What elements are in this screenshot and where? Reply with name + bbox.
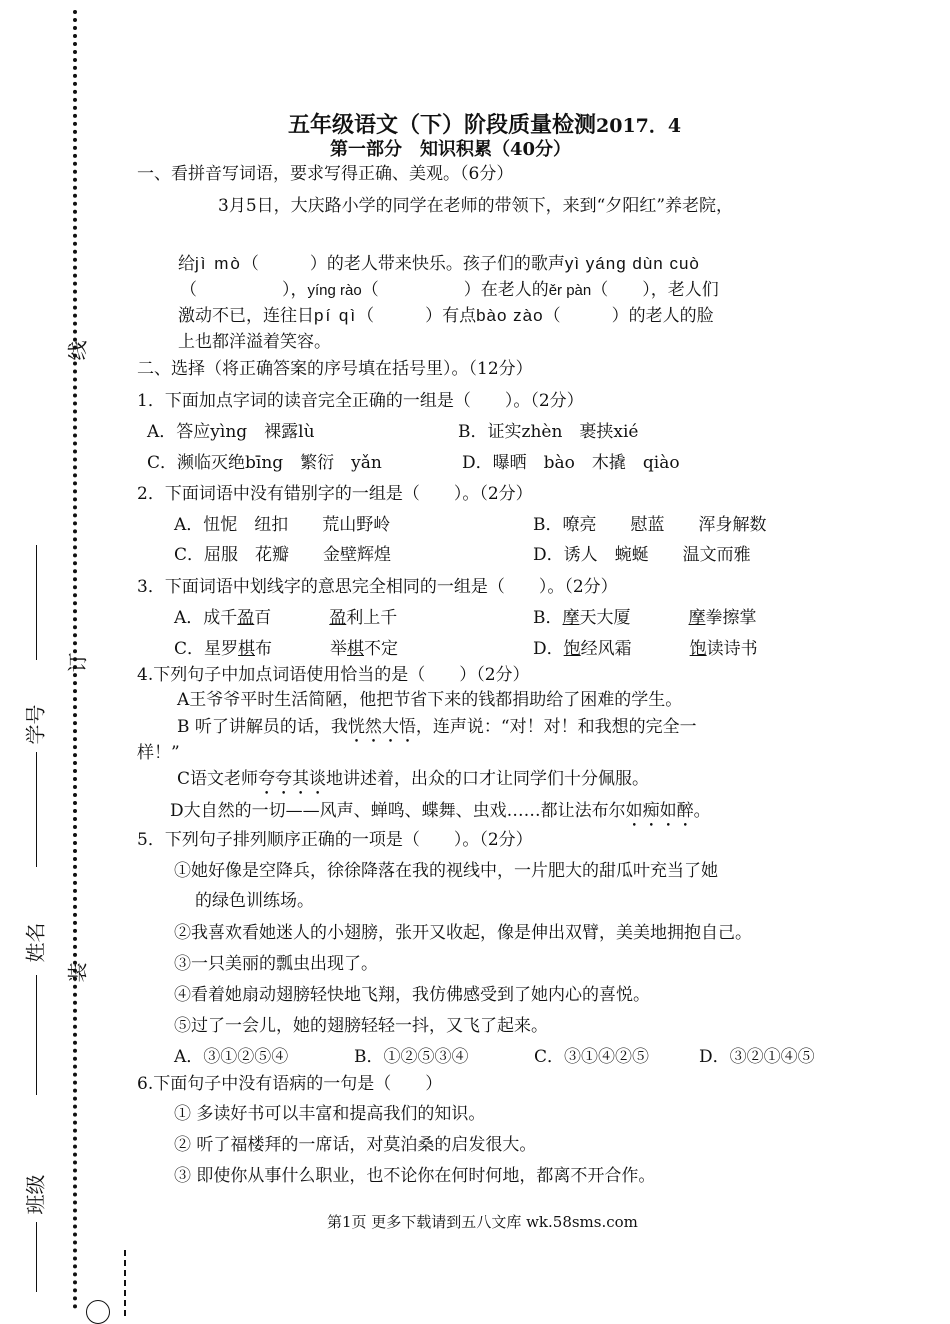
q2-4-option-c: C语文老师夸夸其谈地讲述着，出众的口才让同学们十分佩服。	[177, 769, 650, 789]
q2-heading: 二、选择（将正确答案的序号填在括号里）。（12分）	[137, 359, 533, 379]
name-line	[36, 975, 37, 1095]
q2-4-option-b-cont: 样！”	[137, 743, 180, 763]
q2-6-stem: 6.下面句子中没有语病的一句是（ ）	[137, 1074, 443, 1094]
q2-3-option-b: B．摩天大厦 摩拳擦掌	[533, 608, 757, 628]
q1-line-4: 激动不已，连往日pí qì（ ）有点bào zào（ ）的老人的脸	[178, 306, 714, 326]
page-footer: 第1页 更多下载请到五八文库 wk.58sms.com	[327, 1213, 638, 1231]
q2-2-option-a: A．忸怩 纽扣 荒山野岭	[174, 515, 391, 535]
q2-6-sentence-1: ① 多读好书可以丰富和提高我们的知识。	[174, 1104, 486, 1124]
q2-5-sentence-1-cont: 的绿色训练场。	[195, 891, 314, 911]
q2-5-sentence-2: ②我喜欢看她迷人的小翅膀，张开又收起，像是伸出双臂，美美地拥抱自己。	[174, 923, 752, 943]
margin-label-xian: 线	[65, 340, 90, 361]
student-id-line	[36, 545, 37, 660]
exam-date: 2017．4	[596, 115, 682, 137]
q2-3-option-d: D．饱经风霜 饱读诗书	[533, 639, 758, 659]
q1-line-3: （ ），yíng rào（ ）在老人的ěr pàn（ ），老人们	[180, 280, 719, 300]
q2-4-option-a: A王爷爷平时生活简陋，他把节省下来的钱都捐助给了困难的学生。	[177, 690, 683, 710]
q2-6-sentence-3: ③ 即使你从事什么职业，也不论你在何时何地，都离不开合作。	[174, 1166, 656, 1186]
q2-6-sentence-2: ② 听了福楼拜的一席话，对莫泊桑的启发很大。	[174, 1135, 537, 1155]
q2-2-stem: 2．下面词语中没有错别字的一组是（ ）。（2分）	[137, 484, 533, 504]
part-one-heading: 第一部分 知识积累（40分）	[330, 139, 572, 160]
q2-5-sentence-1: ①她好像是空降兵，徐徐降落在我的视线中，一片肥大的甜瓜叶充当了她	[174, 861, 718, 881]
q2-3-option-c: C．星罗棋布 举棋不定	[174, 639, 399, 659]
q2-5-option-b: B．①②⑤③④	[354, 1047, 469, 1067]
q2-5-sentence-4: ④看着她扇动翅膀轻快地飞翔，我仿佛感受到了她内心的喜悦。	[174, 985, 650, 1005]
q1-heading: 一、看拼音写词语，要求写得正确、美观。（6分）	[137, 164, 514, 184]
q1-line-1: 3月5日，大庆路小学的同学在老师的带领下，来到“夕阳红”养老院，	[218, 196, 734, 216]
class-label: 班级	[23, 1174, 48, 1215]
q2-5-option-a: A．③①②⑤④	[174, 1047, 289, 1067]
q2-4-option-b: B 听了讲解员的话，我恍然大悟，连声说：“对！对！和我想的完全一	[177, 717, 697, 737]
pinyin-yingrao: yíng rào	[307, 282, 362, 299]
q1-line-5: 上也都洋溢着笑容。	[178, 332, 331, 352]
q2-3-option-a: A．成千盈百 盈利上千	[174, 608, 398, 628]
q2-1-stem: 1．下面加点字词的读音完全正确的一组是（ ）。（2分）	[137, 391, 584, 411]
margin-circle-mark	[86, 1300, 110, 1324]
q2-5-sentence-5: ⑤过了一会儿，她的翅膀轻轻一抖，又飞了起来。	[174, 1016, 548, 1036]
q2-1-option-a: A．答应yìng 裸露lù	[147, 422, 315, 442]
q2-4-stem: 4.下列句子中加点词语使用恰当的是（ ）（2分）	[137, 665, 530, 685]
class-line	[36, 1222, 37, 1292]
pinyin-yiyangdunc: yì yáng dùn cuò	[564, 254, 700, 273]
pinyin-piqi: pí qì	[314, 306, 358, 325]
q2-2-option-d: D．诱人 蜿蜒 温文而雅	[533, 545, 751, 565]
q2-3-stem: 3．下面词语中划线字的意思完全相同的一组是（ ）。（2分）	[137, 577, 618, 597]
q2-1-option-b: B．证实zhèn 裹挟xié	[458, 422, 639, 442]
margin-label-ding: 订	[65, 652, 90, 673]
q2-1-option-d: D．曝晒 bào 木撬 qiào	[462, 453, 680, 473]
binding-dashed-line	[124, 1250, 126, 1316]
pinyin-jimo: jì mò	[195, 254, 242, 273]
margin-label-zhuang: 装	[65, 962, 90, 983]
q2-4-option-d: D大自然的一切——风声、蝉鸣、蝶舞、虫戏……都让法布尔如痴如醉。	[170, 801, 711, 821]
q2-5-option-c: C．③①④②⑤	[534, 1047, 650, 1067]
q2-5-option-d: D．③②①④⑤	[699, 1047, 815, 1067]
q2-5-stem: 5．下列句子排列顺序正确的一项是（ ）。（2分）	[137, 830, 533, 850]
q2-2-option-c: C．屈服 花瓣 金壁辉煌	[174, 545, 392, 565]
pinyin-baozao: bào zào	[476, 306, 544, 325]
page-title: 五年级语文（下）阶段质量检测2017．4	[288, 112, 682, 138]
student-id-label: 学号	[23, 704, 48, 745]
name-label: 姓名	[23, 922, 48, 963]
q1-line-2: 给jì mò（ ）的老人带来快乐。孩子们的歌声yì yáng dùn cuò	[178, 254, 700, 274]
student-id-line-2	[36, 752, 37, 867]
q2-1-option-c: C．濒临灭绝bīng 繁衍 yǎn	[147, 453, 382, 473]
pinyin-erpan: ěr pàn	[548, 282, 592, 299]
q2-5-sentence-3: ③一只美丽的瓢虫出现了。	[174, 954, 378, 974]
q2-2-option-b: B．嘹亮 慰蓝 浑身解数	[533, 515, 767, 535]
